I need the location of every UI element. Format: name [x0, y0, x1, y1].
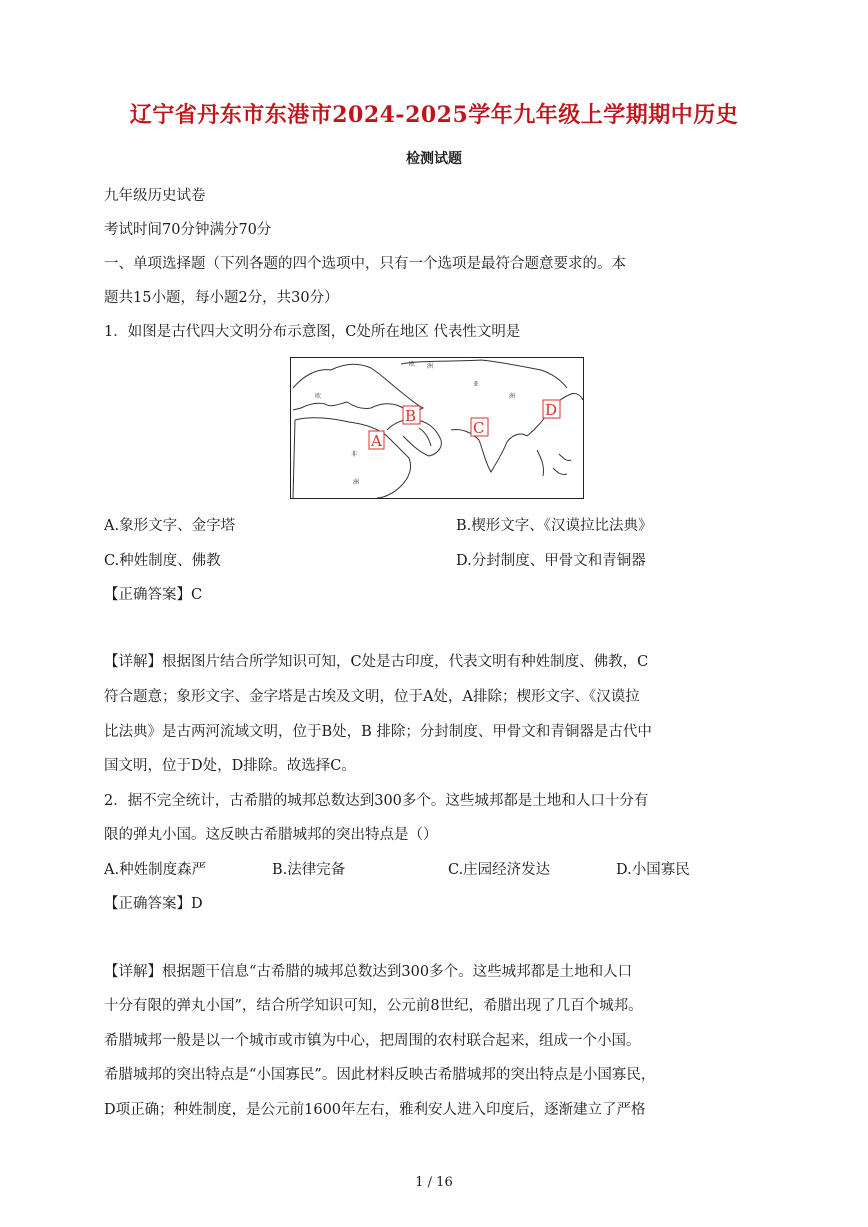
map-label-3: 亚: [473, 381, 480, 388]
q2-explanation-line2: 十分有限的弹丸小国”，结合所学知识可知，公元前8世纪，希腊出现了几百个城邦。: [104, 998, 643, 1014]
q2-explanation-line4: 希腊城邦的突出特点是“小国寡民”。因此材料反映古希腊城邦的突出特点是小国寡民，: [104, 1067, 656, 1083]
map-label-2: 洲: [427, 363, 434, 370]
map-drawing: [291, 358, 583, 498]
map-label-5: 非: [351, 451, 358, 458]
q1-option-d: D.分封制度、甲骨文和青铜器: [456, 553, 646, 569]
map-label-europe: 欧: [315, 393, 322, 400]
q1-explanation-line1: 【详解】根据图片结合所学知识可知，C处是古印度，代表文明有种姓制度、佛教，C: [104, 654, 649, 670]
map-label-1: 欧: [409, 361, 416, 368]
q2-option-d: D.小国寡民: [616, 862, 690, 878]
section-heading-line1: 一、单项选择题（下列各题的四个选项中，只有一个选项是最符合题意要求的。本: [104, 256, 626, 272]
q2-explanation-line5: D项正确；种姓制度，是公元前1600年左右，雅利安人进入印度后，逐渐建立了严格: [104, 1102, 646, 1118]
q1-explanation-line4: 国文明，位于D处，D排除。故选择C。: [104, 758, 356, 774]
map-letter-d: D: [545, 401, 558, 419]
document-title: 辽宁省丹东市东港市2024-2025学年九年级上学期期中历史: [129, 102, 739, 128]
q1-stem: 1．如图是古代四大文明分布示意图，C处所在地区 代表性文明是: [104, 324, 521, 340]
q1-explanation-line3: 比法典》是古两河流域文明，位于B处，B 排除；分封制度、甲骨文和青铜器是古代中: [104, 724, 652, 740]
q2-explanation-line1: 【详解】根据题干信息“古希腊的城邦总数达到300多个。这些城邦都是土地和人口: [104, 964, 633, 980]
q1-option-c: C.种姓制度、佛教: [104, 553, 221, 569]
page-number: 1 / 16: [415, 1175, 453, 1190]
q2-option-b: B.法律完备: [272, 862, 346, 878]
q2-answer: 【正确答案】D: [104, 896, 203, 912]
map-label-6: 洲: [353, 479, 360, 486]
section-heading-line2: 题共15小题，每小题2分，共30分）: [104, 290, 339, 306]
q2-option-c: C.庄园经济发达: [448, 862, 551, 878]
q1-explanation-line2: 符合题意；象形文字、金字塔是古埃及文明，位于A处，A排除；楔形文字、《汉谟拉: [104, 689, 640, 705]
exam-name: 九年级历史试卷: [104, 188, 206, 204]
map-letter-b: B: [405, 407, 417, 425]
map-letter-c: C: [473, 419, 485, 437]
q2-stem-line1: 2．据不完全统计，古希腊的城邦总数达到300多个。这些城邦都是土地和人口十分有: [104, 793, 649, 809]
q1-answer: 【正确答案】C: [104, 587, 203, 603]
q2-stem-line2: 限的弹丸小国。这反映古希腊城邦的突出特点是（）: [104, 827, 438, 843]
ancient-civilizations-map: [290, 357, 584, 499]
exam-time: 考试时间70分钟满分70分: [104, 222, 272, 238]
map-label-4: 洲: [509, 393, 516, 400]
q1-option-b: B.楔形文字、《汉谟拉比法典》: [456, 518, 653, 534]
q1-option-a: A.象形文字、金字塔: [104, 518, 236, 534]
q2-explanation-line3: 希腊城邦一般是以一个城市或市镇为中心，把周围的农村联合起来，组成一个小国。: [104, 1033, 641, 1049]
map-letter-a: A: [371, 432, 382, 450]
document-subtitle: 检测试题: [406, 151, 462, 167]
q2-option-a: A.种姓制度森严: [104, 862, 207, 878]
